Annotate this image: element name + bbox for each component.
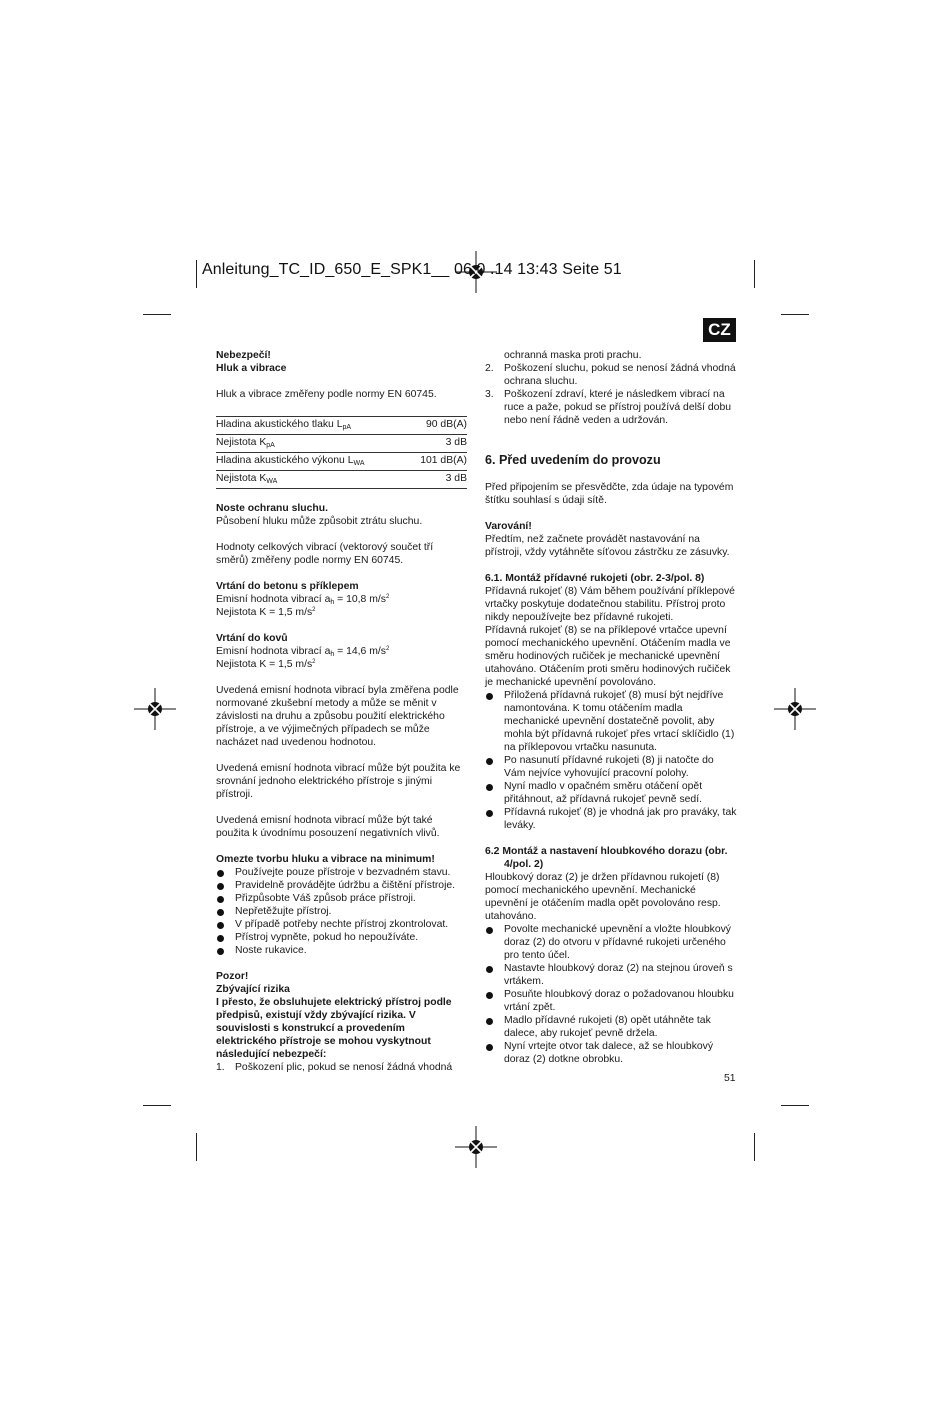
uncertainty-sup: 2 (312, 607, 316, 613)
list-number: 2. (485, 363, 494, 374)
crop-mark-right-upper (781, 314, 809, 315)
list-item: Přídavná rukojeť (8) je vhodná jak pro praváky, tak leváky. (485, 806, 737, 832)
section-6-heading: 6. Před uvedením do provozu (485, 453, 661, 467)
list-item (216, 1061, 468, 1074)
concrete-title: Vrtání do betonu s příklepem (216, 581, 359, 592)
minimize-list (216, 866, 468, 957)
registration-mark-bottom (455, 1126, 497, 1168)
warning-text: Předtím, než začnete provádět nastavování na přístroji, vždy vytáhněte síťovou zástrčku ze zásuvky. (485, 534, 730, 558)
noise-table (216, 416, 467, 489)
paragraph-3: Uvedená emisní hodnota vibrací může být také použita k úvodnímu posouzení negativních vlivů. (216, 815, 440, 839)
section-6-text: Před připojením se přesvědčte, zda údaje na typovém štítku souhlasí s údaji sítě. (485, 482, 734, 506)
section-6-2-heading-cont: 4/pol. 2) (504, 859, 544, 870)
emission-sup: 2 (385, 594, 390, 600)
emission-sub: h (330, 599, 335, 606)
crop-mark-top-right (754, 260, 755, 288)
list-item: Noste rukavice. (216, 944, 468, 957)
left-column (216, 349, 468, 1074)
vibration-total-text: Hodnoty celkových vibrací (vektorový součet tří směrů) změřeny podle normy EN 60745. (216, 542, 434, 566)
list-item: Přiložená přídavná rukojeť (8) musí být nejdříve namontována. K tomu otáčením madla mechanické upevnění dostatečně povolit, aby mohla být přídavná rukojeť přes vrtací sklíčidlo (1) na příklepovou vrtačku nasunuta. (485, 689, 737, 754)
hearing-title: Noste ochranu sluchu. (216, 503, 329, 514)
table-label-sub: WA (266, 478, 278, 485)
list-text: Poškození plic, pokud se nenosí žádná vhodná (235, 1062, 453, 1073)
list-item: Madlo přídavné rukojeti (8) opět utáhněte tak dalece, aby rukojeť pevně držela. (485, 1014, 737, 1040)
list-item: V případě potřeby nechte přístroj zkontrolovat. (216, 918, 468, 931)
concrete-uncertainty (216, 606, 468, 619)
emission-label: Emisní hodnota vibrací a (216, 646, 331, 657)
crop-mark-right-lower (781, 1105, 809, 1106)
crop-mark-left-lower (143, 1105, 171, 1106)
minimize-title: Omezte tvorbu hluku a vibrace na minimum! (216, 854, 435, 865)
crop-mark-bottom-left (196, 1133, 197, 1161)
section-6-1-heading: 6.1. Montáž přídavné rukojeti (obr. 2-3/pol. 8) (485, 573, 705, 584)
measured-text: Hluk a vibrace změřeny podle normy EN 60745. (216, 389, 437, 400)
section-6-2-list (485, 923, 737, 1066)
section-6-2-heading: 6.2 Montáž a nastavení hloubkového dorazu (obr. (485, 846, 728, 857)
registration-mark-right (774, 688, 816, 730)
section-6-1-text-2: Přídavná rukojeť (8) se na příklepové vrtačce upevní pomocí mechanického upevnění. Otáčením madla ve směru hodinových ručiček je mechanické upevnění utahováno. Otáčením proti směru hodinových ručiček je mechanické upevnění povolováno. (485, 625, 731, 688)
emission-sub: h (330, 651, 335, 658)
residual-title: Zbývající rizika (216, 984, 290, 995)
list-item: Používejte pouze přístroje v bezvadném stavu. (216, 866, 468, 879)
concrete-emission (216, 593, 468, 606)
paragraph-1: Uvedená emisní hodnota vibrací byla změřena podle normované zkušební metody a může se měnit v závislosti na druhu a způsobu použití elektrického přístroje, a ve výjimečných případech se může nacházet nad uvedenou hodnotou. (216, 685, 459, 748)
list-item: Přístroj vypněte, pokud ho nepoužíváte. (216, 931, 468, 944)
danger-subtitle: Hluk a vibrace (216, 363, 287, 374)
table-value: 101 dB(A) (407, 453, 467, 471)
page-number: 51 (724, 1073, 736, 1084)
table-value: 3 dB (407, 471, 467, 489)
table-label-sub: WA (353, 460, 365, 467)
paragraph-2: Uvedená emisní hodnota vibrací může být použita ke srovnání jednoho elektrického přístroje s jinými přístroji. (216, 763, 461, 800)
uncertainty-sup: 2 (312, 659, 316, 665)
list-item: Pravidelně provádějte údržbu a čištění přístroje. (216, 879, 468, 892)
list-number: 3. (485, 389, 494, 400)
crop-mark-top-left (196, 260, 197, 288)
risk-list-start (216, 1061, 468, 1074)
print-header: Anleitung_TC_ID_650_E_SPK1__ 06.0 .14 13:43 Seite 51 (202, 261, 622, 278)
metal-emission (216, 645, 468, 658)
emission-sup: 2 (385, 646, 390, 652)
emission-value: = 10,8 m/s (334, 594, 386, 605)
list-item (485, 388, 737, 427)
table-label-sub: pA (342, 424, 352, 431)
danger-title: Nebezpečí! (216, 350, 271, 361)
list-number: 1. (216, 1062, 225, 1073)
section-6-2-text: Hloubkový doraz (2) je držen přídavnou rukojetí (8) pomocí mechanického upevnění. Mechanické upevnění je otáčením madla opět povolováno resp. utahováno. (485, 872, 721, 922)
table-row (216, 453, 467, 471)
metal-title: Vrtání do kovů (216, 633, 288, 644)
caution-title: Pozor! (216, 971, 249, 982)
risk1-continuation: ochranná maska proti prachu. (504, 350, 642, 361)
crop-mark-bottom-right (754, 1133, 755, 1161)
list-item: Povolte mechanické upevnění a vložte hloubkový doraz (2) do otvoru v přídavné rukojeti určeného pro tento účel. (485, 923, 737, 962)
uncertainty-value: Nejistota K = 1,5 m/s (216, 607, 313, 618)
section-6-1-list (485, 689, 737, 832)
warning-title: Varování! (485, 521, 532, 532)
list-item: Nyní vrtejte otvor tak dalece, až se hloubkový doraz (2) dotkne obrobku. (485, 1040, 737, 1066)
registration-mark-left (134, 688, 176, 730)
table-label: Hladina akustického výkonu L (216, 455, 354, 466)
risk-list (485, 362, 737, 427)
list-item: Přizpůsobte Váš způsob práce přístroji. (216, 892, 468, 905)
table-label: Nejistota K (216, 473, 267, 484)
list-item (485, 362, 737, 388)
crop-mark-left-upper (143, 314, 171, 315)
list-item: Nepřetěžujte přístroj. (216, 905, 468, 918)
table-label: Hladina akustického tlaku L (216, 419, 343, 430)
right-column (485, 349, 737, 1066)
table-value: 3 dB (407, 435, 467, 453)
list-text: Poškození sluchu, pokud se nenosí žádná vhodná ochrana sluchu. (504, 363, 736, 387)
table-value: 90 dB(A) (407, 417, 467, 435)
table-row (216, 417, 467, 435)
emission-value: = 14,6 m/s (334, 646, 386, 657)
metal-uncertainty (216, 658, 468, 671)
list-item: Po nasunutí přídavné rukojeti (8) ji natočte do Vám nejvíce vyhovující pracovní polohy. (485, 754, 737, 780)
table-label-sub: pA (266, 442, 275, 449)
section-6-1-text-1: Přídavná rukojeť (8) Vám během používání příklepové vrtačky poskytuje dodatečnou stabilitu. Přístroj proto nikdy nepoužívejte bez přídavné rukojeti. (485, 586, 735, 623)
uncertainty-value: Nejistota K = 1,5 m/s (216, 659, 313, 670)
residual-text: I přesto, že obsluhujete elektrický přístroj podle předpisů, existují vždy zbývající rizika. V souvislosti s konstrukcí a provedením elektrického přístroje se mohou vyskytnout následující nebezpečí: (216, 997, 452, 1060)
table-label: Nejistota K (216, 437, 267, 448)
list-item: Posuňte hloubkový doraz o požadovanou hloubku vrtání zpět. (485, 988, 737, 1014)
hearing-text: Působení hluku může způsobit ztrátu sluchu. (216, 516, 423, 527)
list-item: Nastavte hloubkový doraz (2) na stejnou úroveň s vrtákem. (485, 962, 737, 988)
list-text: Poškození zdraví, které je následkem vibrací na ruce a paže, pokud se přístroj používá delší dobu nebo není řádně veden a udržován. (504, 389, 732, 426)
language-badge: CZ (703, 318, 736, 342)
table-row (216, 435, 467, 453)
list-item: Nyní madlo v opačném směru otáčení opět přitáhnout, až přídavná rukojeť pevně sedí. (485, 780, 737, 806)
emission-label: Emisní hodnota vibrací a (216, 594, 331, 605)
table-row (216, 471, 467, 489)
